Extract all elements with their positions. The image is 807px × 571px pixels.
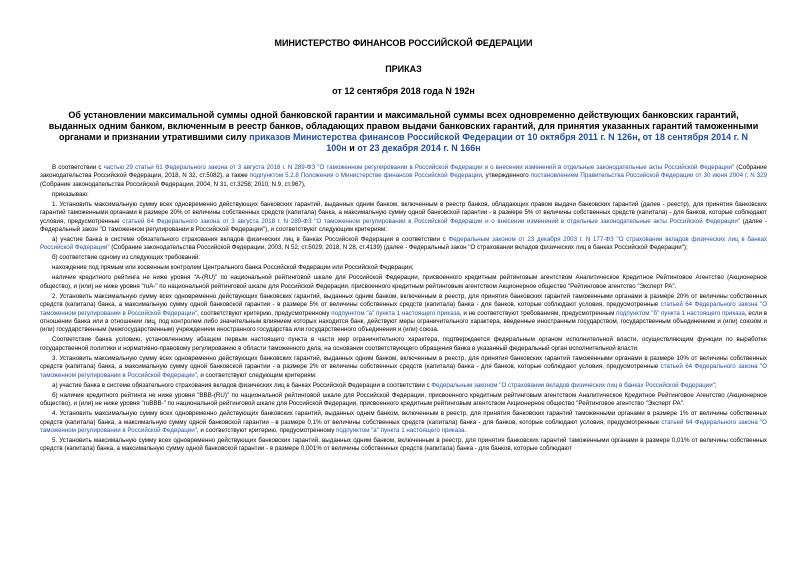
legal-reference-link[interactable]: частью 29 статьи 61 Федерального закона от 3 августа 2018 г. N 289-ФЗ "О таможенном регулировании в Российской Федерации и о внесении изменений в отдельные законодательные акты Российской Федерации" <box>103 164 735 171</box>
paragraph-text: ; <box>714 381 717 389</box>
paragraph-text: нахождение под прямым или косвенным контролем Центрального банка Российской Федерации или Российской Федерации; <box>52 264 414 272</box>
document-type: ПРИКАЗ <box>385 64 422 74</box>
paragraph-text: , если в отношении банка или в отношении лиц, под контролем либо значительным влиянием которых находится банк, действуют меры ограничительного характера, введенные иностранным государством, государственным объединением и (или) союзом и (или) государственным (межгосударственным) учреждением иностранного государства или государственного объединения и (или) союза. <box>40 309 767 334</box>
paragraph <box>40 236 767 253</box>
heading-link-order-166n[interactable]: от 23 декабря 2014 г. N 166н <box>357 143 481 153</box>
paragraph <box>40 382 767 390</box>
paragraph <box>40 164 767 189</box>
paragraph <box>40 392 767 409</box>
paragraph <box>40 264 767 272</box>
paragraph-text: наличие кредитного рейтинга не ниже уровня "A-(RU)" по национальной рейтинговой шкале для Российской Федерации, присвоенного кредитным рейтинговым агентством Аналитическое Кредитное Рейтинговое Агентство (Акционерное общество), и (или) не ниже уровня "ruA-" по национальной рейтинговой шкале для Российской Федерации, присвоенного кредитным рейтинговым агентством Акционерное общество "Рейтинговое агентство "Эксперт РА". <box>40 274 767 290</box>
paragraph <box>40 274 767 291</box>
legal-reference-link[interactable]: статьей 64 Федерального закона "О таможенном регулировании в Российской Федерации" <box>40 363 768 379</box>
paragraph-text: 1. Установить максимальную сумму всех одновременно действующих банковских гарантий, выданных одним банком, включенным в реестр банков, обладающих правом выдачи банковских гарантий (далее - реестр), для принятия банковских гарантий таможенными органами в размере 20% от величины собственных средств (капитала) банка, а максимальную сумму одной банковской гарантии - в размере 5% от величины собственных средств (капитала) - для банков, которые соблюдают условия, предусмотренные <box>40 200 767 225</box>
paragraph <box>40 254 767 262</box>
paragraph-text: (Собрание законодательства Российской Федерации, 2003, N 52, ст.5029; 2018, N 28, ст.4139) (далее - Федеральный закон "О страховании вкладов физических лиц в банках Российской Федерации"); <box>109 244 688 252</box>
paragraph-text: а) участие банка в системе обязательного страхования вкладов физических лиц в банках Российской Федерации в соответствии с <box>52 236 449 244</box>
legal-reference-link[interactable]: подпунктом "а" пункта 1 настоящего приказа <box>336 426 465 434</box>
legal-reference-link[interactable]: подпунктом "а" пункта 1 настоящего приказа <box>331 309 460 317</box>
paragraph-text: 2. Установить максимальную сумму всех одновременно действующих банковских гарантий, выданных одним банком, включенным в реестр, для принятия банковских гарантий таможенными органами в размере 20% от величины собственных средств (капитала) банка, а максимальную сумму одной банковской гарантии - в размере 5% от величины собственных средств (капитала) банка - для банков, которые соблюдают условия, предусмотренные <box>40 292 767 309</box>
document-body <box>40 164 767 454</box>
legal-reference-link[interactable]: Федеральным законом от 23 декабря 2003 г. N 177-ФЗ "О страховании вкладов физических лиц в банках Российской Федерации" <box>40 236 767 252</box>
heading-link-order-126n[interactable]: приказов Министерства финансов Российской Федерации от 10 октября 2011 г. N 126н <box>249 132 638 142</box>
legal-reference-link[interactable]: статьей 64 Федерального закона от 3 августа 2018 г. N 289-ФЗ "О таможенном регулировании в Российской Федерации и о внесении изменений в отдельные законодательные акты Российской Федерации" <box>122 217 740 225</box>
legal-reference-link[interactable]: подпунктом "б" пункта 1 настоящего приказа <box>616 309 745 317</box>
paragraph-text: приказываю: <box>52 190 89 198</box>
legal-reference-link[interactable]: статьей 64 Федерального закона "О таможенном регулировании в Российской Федерации" <box>40 418 767 434</box>
legal-reference-link[interactable]: подпунктом 5.2.8 Положения о Министерстве финансов Российской Федерации <box>249 172 482 180</box>
paragraph-text: (Собрание законодательства Российской Федерации, 2004, N 31, ст.3258; 2010, N 9, ст.967), <box>40 180 306 188</box>
legal-reference-link[interactable]: постановлением Правительства Российской Федерации от 30 июня 2004 г. N 329 <box>530 172 768 180</box>
paragraph-text: 5. Установить максимальную сумму всех одновременно действующих банковских гарантий, выданных одним банком, включенным в реестр, для принятия банковских гарантий таможенными органами в размере 0,01% от величины собственных средств (капитала) банка, а максимальную сумму одной банковской гарантии - в размере 0,001% от величины собственных средств (капитала) банка - для банков, которые соблюдают <box>40 436 767 453</box>
paragraph-text: б) соответствие одному из следующих требований: <box>52 254 201 262</box>
document-heading <box>48 110 759 154</box>
paragraph <box>40 410 767 435</box>
heading-conjunction: и <box>346 143 358 153</box>
ministry-name: МИНИСТЕРСТВО ФИНАНСОВ РОССИЙСКОЙ ФЕДЕРАЦИИ <box>274 38 533 48</box>
paragraph <box>40 201 767 235</box>
paragraph-text: , утвержденного <box>481 172 531 180</box>
paragraph-text: (далее - Федеральный закон "О таможенном регулировании в Российской Федерации"), и соответствуют следующим критериям: <box>40 217 767 234</box>
paragraph-text: а) участие банка в системе обязательного страхования вкладов физических лиц в банках Российской Федерации в соответствии с <box>52 381 432 389</box>
paragraph-text: В соответствии с <box>52 164 104 171</box>
paragraph <box>40 336 767 353</box>
legal-reference-link[interactable]: статьей 64 Федерального закона "О таможенном регулировании в Российской Федерации" <box>40 301 768 317</box>
heading-link-order-100n[interactable]: от 18 сентября 2014 г. N 100н <box>326 132 748 153</box>
paragraph <box>40 191 767 199</box>
paragraph-text: 3. Установить максимальную сумму всех одновременно действующих банковских гарантий, выданных одним банком, включенным в реестр, для принятия банковских гарантий таможенными органами в размере 10% от величины собственных средств (капитала) банка, а максимальную сумму одной банковской гарантии - в размере 2% от величины собственных средств (капитала) банка - для банков, которые соблюдают условия, предусмотренные <box>40 354 767 371</box>
paragraph-text: 4. Установить максимальную сумму всех одновременно действующих банковских гарантий, выданных одним банком, включенным в реестр, для принятия банковских гарантий таможенными органами в размере 1% от величины собственных средств (капитала) банка, а максимальную сумму одной банковской гарантии - в размере 0,1% от величины собственных средств (капитала) банка - для банков, которые соблюдают условия, предусмотренные <box>40 410 767 426</box>
paragraph <box>40 437 767 454</box>
paragraph-text: , и соответствуют критерию, предусмотренному <box>196 426 337 434</box>
paragraph-text: , соответствуют критерию, предусмотренному <box>197 309 332 317</box>
paragraph-text: , и не соответствуют требованиям, предусмотренным <box>459 309 617 317</box>
paragraph-text: Соответствие банка условию, установленному абзацем первым настоящего пункта в части мер ограничительного характера, подтверждается федеральным органом исполнительной власти, осуществляющим функции по выработке государственной политики и нормативно-правовому регулированию в области таможенного дела, на основании соответствующего обращения банка в указанный федеральный орган исполнительной власти. <box>40 336 767 352</box>
legal-reference-link[interactable]: Федеральным законом "О страховании вкладов физических лиц в банках Российской Федерации" <box>431 381 715 389</box>
order-date-number: от 12 сентября 2018 года N 192н <box>332 86 475 96</box>
heading-text: Об установлении максимальной суммы одной банковской гарантии и максимальной суммы всех одновременно действующих банковских гарантий, выданных одним банком, включенным в реестр банков, обладающих правом выдачи банковских гарантий, для принятия указанных гарантий таможенными органами и признании утратившими силу <box>48 110 759 142</box>
paragraph-text: . <box>464 426 467 434</box>
heading-separator: , <box>637 132 643 142</box>
paragraph-text: , и соответствуют следующим критериям: <box>196 371 317 379</box>
paragraph <box>40 293 767 335</box>
paragraph-text: (Собрание законодательства Российской Федерации, 2018, N 32, ст.5082), а также <box>40 164 767 180</box>
paragraph-text: б) наличие кредитного рейтинга не ниже уровня "BBB-(RU)" по национальной рейтинговой шкале для Российской Федерации, присвоенного кредитным рейтинговым агентством Аналитическое Кредитное Рейтинговое Агентство (Акционерное общество), и (или) не ниже уровня "ruBBB-" по национальной рейтинговой шкале для Российской Федерации, присвоенного кредитным рейтинговым агентством Акционерное общество "Рейтинговое агентство "Эксперт РА". <box>40 391 767 408</box>
paragraph <box>40 355 767 380</box>
